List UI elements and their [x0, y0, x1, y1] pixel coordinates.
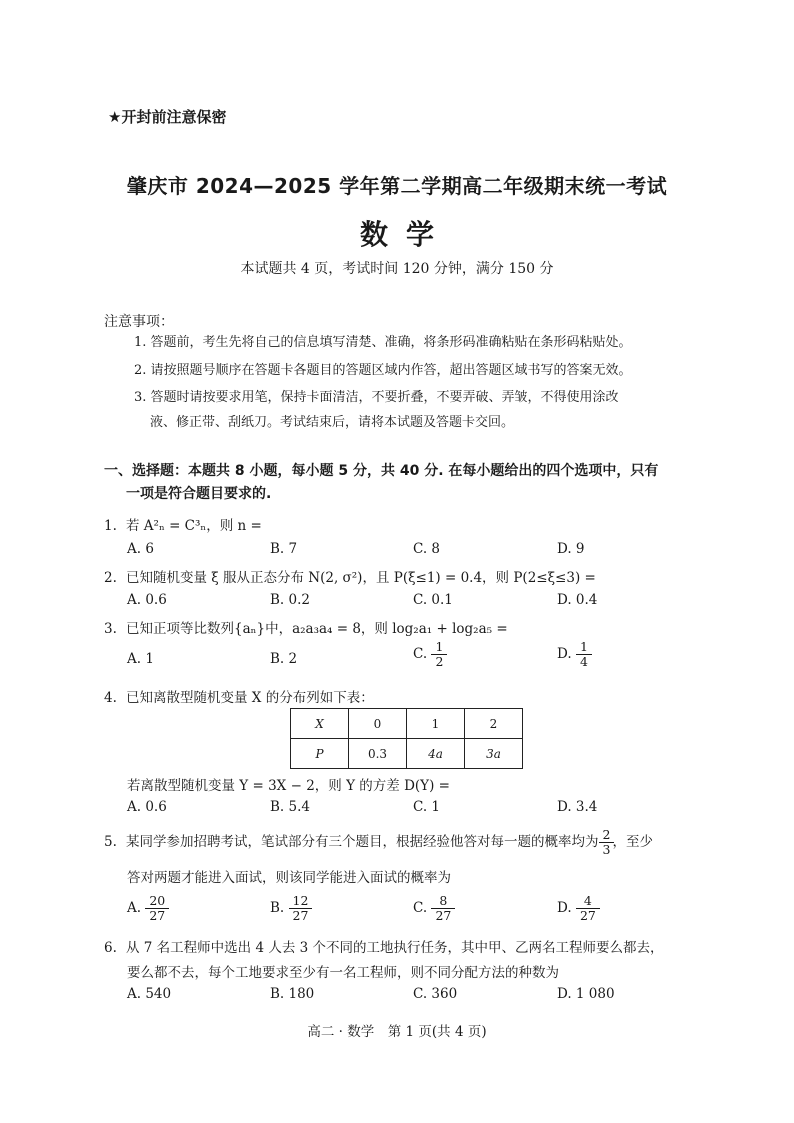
table-cell: 0.3	[349, 739, 407, 769]
fraction-numerator: 20	[149, 893, 166, 908]
option-label: D.	[557, 646, 572, 662]
notes-title: 注意事项：	[104, 314, 174, 330]
question-6-stem-2: 要么都不去，每个工地要求至少有一名工程师，则不同分配方法的种数为	[127, 965, 559, 981]
fraction	[578, 640, 590, 669]
option-label: C.	[413, 900, 428, 916]
q6-option-c: C. 360	[413, 986, 458, 1002]
question-number: 3.	[104, 621, 117, 637]
q1-option-b: B. 7	[270, 541, 298, 557]
q3-option-d	[557, 640, 590, 669]
q4-option-a: A. 0.6	[127, 799, 167, 815]
confidential-notice: ★开封前注意保密	[108, 108, 227, 126]
fraction	[291, 894, 311, 923]
table-cell: 3a	[465, 739, 523, 769]
q6-option-d: D. 1 080	[557, 986, 615, 1002]
question-number: 2.	[104, 570, 117, 586]
note-item-3: 3. 答题时请按要求用笔，保持卡面清洁，不要折叠，不要弄破、弄皱，不得使用涂改	[134, 390, 619, 405]
q2-option-b: B. 0.2	[270, 592, 310, 608]
question-4	[104, 686, 374, 706]
question-number: 6.	[104, 940, 117, 956]
note-item-2: 2. 请按照题号顺序在答题卡各题目的答题区域内作答，超出答题区域书写的答案无效。	[134, 363, 632, 378]
question-3	[104, 617, 508, 637]
q3-option-c	[413, 640, 445, 669]
table-row	[291, 709, 523, 739]
note-item-3-cont: 液、修正带、刮纸刀。考试结束后，请将本试题及答题卡交回。	[150, 415, 515, 430]
question-number: 5.	[104, 834, 117, 850]
fraction-numerator: 1	[579, 639, 588, 654]
question-stem-tail: ，至少	[612, 834, 653, 850]
q5-option-d	[557, 894, 598, 923]
q1-option-d: D. 9	[557, 541, 585, 557]
fraction	[601, 828, 613, 857]
question-stem: 已知正项等比数列{aₙ}中，a₂a₃a₄ = 8，则 log₂a₁ + log₂a₅ =	[126, 621, 508, 637]
q6-option-a: A. 540	[127, 986, 172, 1002]
exam-info: 本试题共 4 页，考试时间 120 分钟，满分 150 分	[240, 261, 554, 277]
section-line-1: 一、选择题：本题共 8 小题，每小题 5 分，共 40 分. 在每小题给出的四个选项中，只有	[104, 463, 659, 479]
fraction	[433, 894, 453, 923]
q5-option-a	[127, 894, 167, 923]
table-cell: X	[291, 709, 349, 739]
fraction-denominator: 4	[579, 654, 588, 669]
option-label: B.	[270, 900, 285, 916]
fraction	[147, 894, 167, 923]
section-heading	[104, 460, 704, 506]
question-5	[104, 828, 653, 857]
fraction-denominator: 27	[579, 908, 596, 923]
note-item-1: 1. 答题前，考生先将自己的信息填写清楚、准确，将条形码准确粘贴在条形码粘贴处。	[134, 335, 632, 350]
q3-option-b: B. 2	[270, 651, 298, 667]
q6-option-b: B. 180	[270, 986, 315, 1002]
page-footer: 高二 · 数学 第 1 页(共 4 页)	[307, 1024, 487, 1040]
question-5-stem-2: 答对两题才能进入面试，则该同学能进入面试的概率为	[127, 870, 451, 886]
subject-title: 数学	[359, 218, 452, 251]
q2-option-c: C. 0.1	[413, 592, 453, 608]
question-stem: 某同学参加招聘考试，笔试部分有三个题目，根据经验他答对每一题的概率均为	[126, 834, 599, 850]
fraction-denominator: 2	[435, 654, 444, 669]
fraction-denominator: 3	[602, 842, 611, 857]
option-label: A.	[127, 900, 142, 916]
table-cell: 0	[349, 709, 407, 739]
fraction-numerator: 2	[602, 827, 611, 842]
q4-option-c: C. 1	[413, 799, 441, 815]
question-1	[104, 514, 262, 534]
fraction	[578, 894, 598, 923]
table-row	[291, 739, 523, 769]
q1-option-a: A. 6	[127, 541, 154, 557]
fraction-numerator: 12	[292, 893, 309, 908]
q4-option-b: B. 5.4	[270, 799, 310, 815]
table-cell: 2	[465, 709, 523, 739]
option-label: D.	[557, 900, 572, 916]
table-cell: 4a	[407, 739, 465, 769]
question-number: 4.	[104, 690, 117, 706]
table-cell: 1	[407, 709, 465, 739]
fraction-numerator: 8	[439, 893, 448, 908]
question-number: 1.	[104, 518, 117, 534]
q5-option-c	[413, 894, 453, 923]
question-stem: 已知离散型随机变量 X 的分布列如下表：	[126, 690, 374, 706]
q2-option-d: D. 0.4	[557, 592, 598, 608]
q3-option-a: A. 1	[127, 651, 154, 667]
option-label: C.	[413, 646, 428, 662]
q1-option-c: C. 8	[413, 541, 441, 557]
q5-option-b	[270, 894, 310, 923]
table-cell: P	[291, 739, 349, 769]
q2-option-a: A. 0.6	[127, 592, 167, 608]
exam-title: 肇庆市 2024—2025 学年第二学期高二年级期末统一考试	[126, 174, 668, 198]
question-stem: 若 A²ₙ = C³ₙ，则 n =	[126, 518, 262, 534]
q4-option-d: D. 3.4	[557, 799, 598, 815]
fraction-numerator: 1	[435, 639, 444, 654]
section-line-2: 一项是符合题目要求的.	[126, 486, 272, 502]
fraction	[433, 640, 445, 669]
question-6	[104, 936, 664, 956]
question-4-stem-2: 若离散型随机变量 Y = 3X − 2，则 Y 的方差 D(Y) =	[127, 778, 450, 794]
distribution-table	[290, 708, 523, 769]
question-2	[104, 566, 596, 586]
fraction-denominator: 27	[149, 908, 166, 923]
fraction-denominator: 27	[292, 908, 309, 923]
fraction-numerator: 4	[583, 893, 592, 908]
fraction-denominator: 27	[435, 908, 452, 923]
question-stem: 已知随机变量 ξ 服从正态分布 N(2, σ²)，且 P(ξ≤1) = 0.4，则 P(2≤ξ≤3) =	[126, 570, 596, 586]
question-stem: 从 7 名工程师中选出 4 人去 3 个不同的工地执行任务，其中甲、乙两名工程师要么都去，	[126, 940, 664, 956]
